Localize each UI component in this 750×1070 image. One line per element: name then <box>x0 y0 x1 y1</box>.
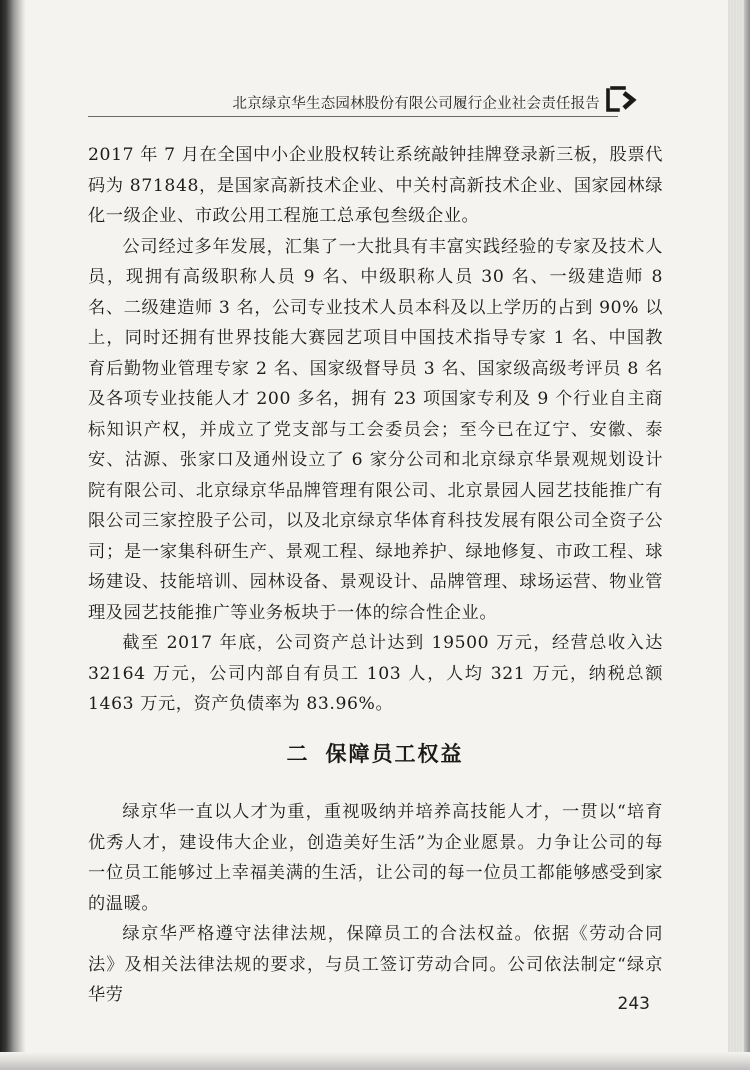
paragraph: 绿京华严格遵守法律法规，保障员工的合法权益。依据《劳动合同法》及相关法律法规的要求，与员工签订劳动合同。公司依法制定“绿京华劳 <box>88 924 663 1005</box>
book-spine-shadow <box>0 0 26 1070</box>
section-title: 保障员工权益 <box>325 742 464 766</box>
body-text-block-2 <box>88 797 663 1011</box>
paragraph: 2017 年 7 月在全国中小企业股权转让系统敲钟挂牌登录新三板，股票代码为 871848，是国家高新技术企业、中关村高新技术企业、国家园林绿化一级企业、市政公用工程施工总承包叁级企业。 <box>88 145 663 226</box>
page-edge-bottom <box>0 1052 750 1070</box>
header-rule <box>88 116 618 117</box>
page-number: 243 <box>617 994 650 1014</box>
paragraph: 截至 2017 年底，公司资产总计达到 19500 万元，经营总收入达 32164 万元，公司内部自有员工 103 人，人均 321 万元，纳税总额 1463 万元，资产负债率为 83.96%。 <box>88 633 663 714</box>
chapter-arrow-logo-icon <box>604 84 644 116</box>
section-number: 二 <box>286 742 310 766</box>
section-heading <box>0 738 750 768</box>
paragraph: 绿京华一直以人才为重，重视吸纳并培养高技能人才，一贯以“培育优秀人才，建设伟大企业，创造美好生活”为企业愿景。力争让公司的每一位员工能够过上幸福美满的生活，让公司的每一位员工都能够感受到家的温暖。 <box>88 802 663 914</box>
page-edge-shade <box>744 0 750 1070</box>
running-header: 北京绿京华生态园林股份有限公司履行企业社会责任报告 <box>232 96 600 112</box>
paragraph: 公司经过多年发展，汇集了一大批具有丰富实践经验的专家及技术人员，现拥有高级职称人员 9 名、中级职称人员 30 名、一级建造师 8 名、二级建造师 3 名，公司专业技术人员本科及以上学历的占到 90% 以上，同时还拥有世界技能大赛园艺项目中国技术指导专家 1 名、中国教育后勤物业管理专家 2 名、国家级督导员 3 名、国家级高级考评员 8 名及各项专业技能人才 200 多名，拥有 23 项国家专利及 9 个行业自主商标知识产权，并成立了党支部与工会委员会；至今已在辽宁、安徽、泰安、沽源、张家口及通州设立了 6 家分公司和北京绿京华景观规划设计院有限公司、北京绿京华品牌管理有限公司、北京景园人园艺技能推广有限公司三家控股子公司，以及北京绿京华体育科技发展有限公司全资子公司；是一家集科研生产、景观工程、绿地养护、绿地修复、市政工程、球场建设、技能培训、园林设备、景观设计、品牌管理、球场运营、物业管理及园艺技能推广等业务板块于一体的综合性企业。 <box>88 236 663 623</box>
body-text-block-1 <box>88 140 663 720</box>
